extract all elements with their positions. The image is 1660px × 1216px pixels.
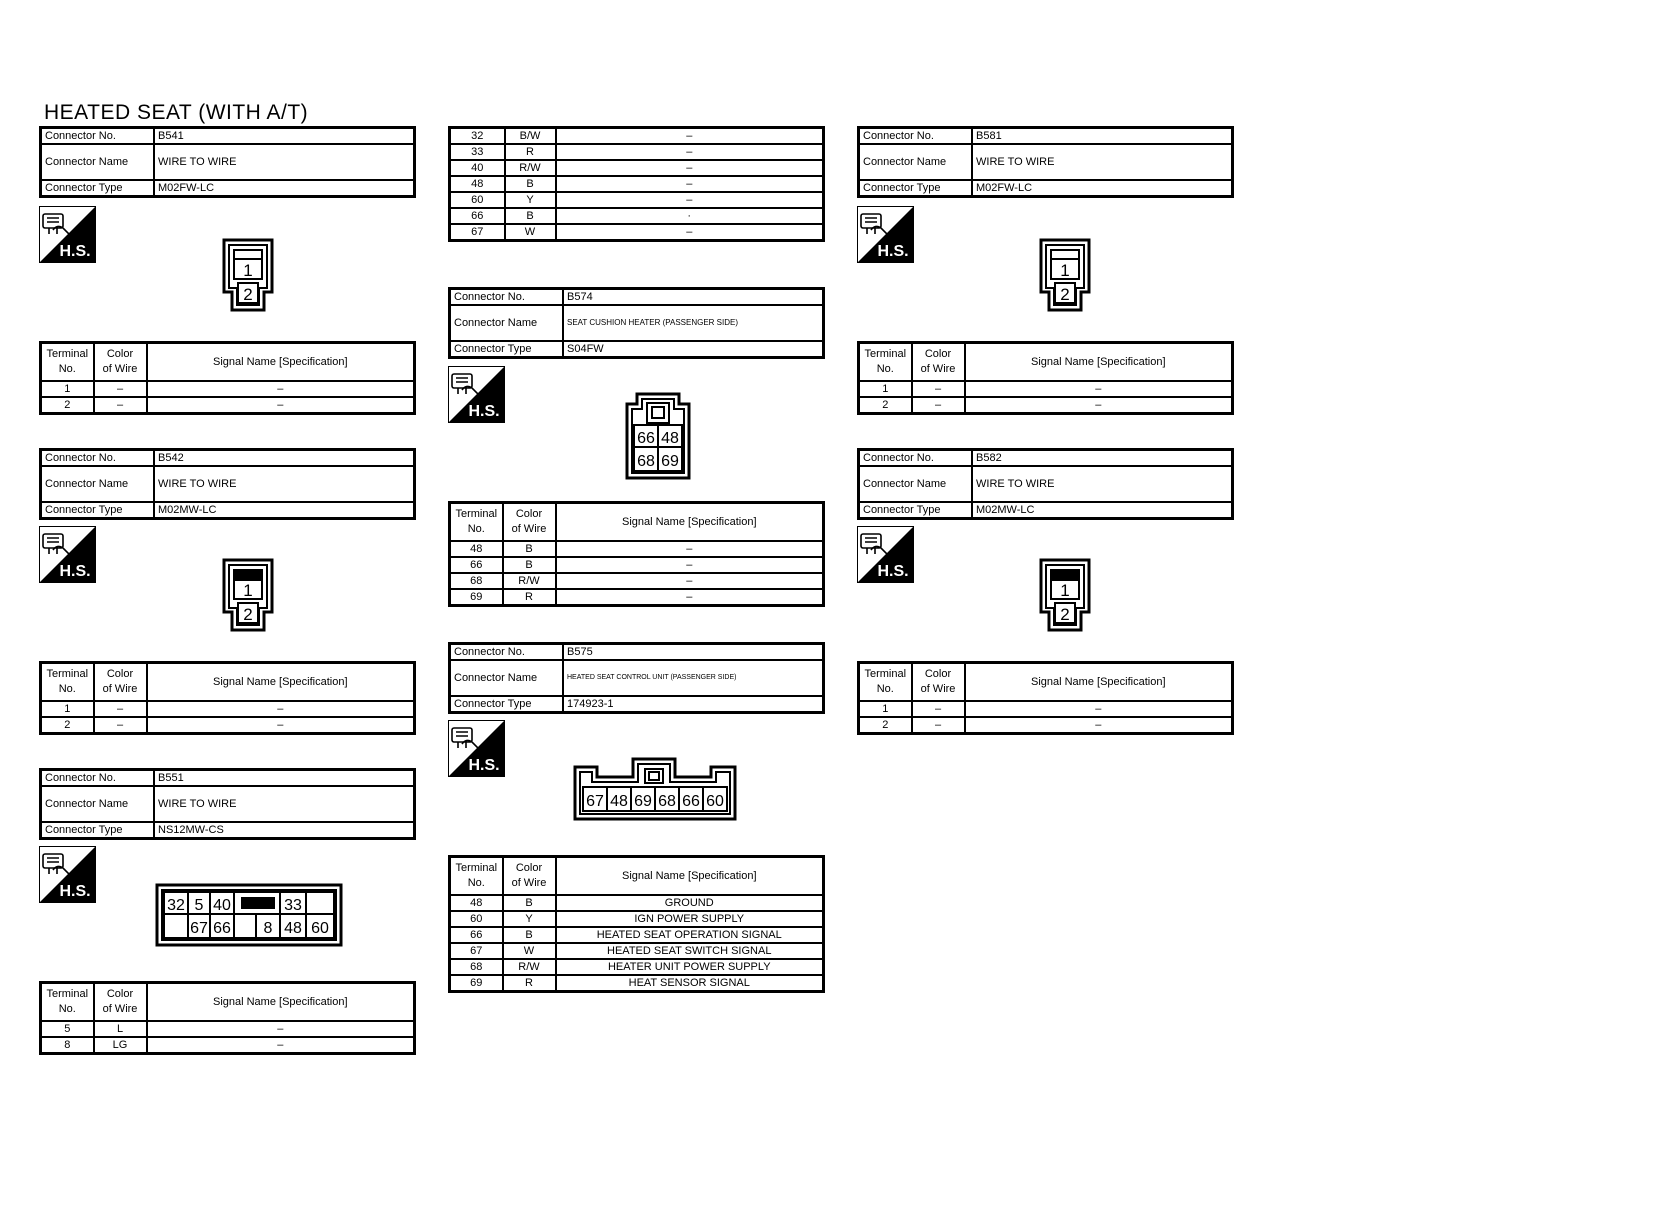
pin-label: 33: [284, 897, 302, 914]
signal-header: Signal Name [Specification]: [147, 663, 415, 702]
table-row: 2 – –: [41, 397, 415, 414]
connector-face-b551: [155, 883, 343, 947]
pin-label: 66: [637, 430, 655, 447]
terminal-table-b574: [448, 501, 825, 607]
terminal-header: No.: [876, 363, 894, 375]
pin-label: 60: [706, 793, 724, 810]
connector-info-b542: [39, 448, 416, 520]
table-row: 66 B –: [450, 557, 824, 573]
pin-label: 2: [243, 605, 253, 624]
connector-type-label: Connector Type: [41, 180, 155, 197]
table-row: 48 B –: [450, 176, 824, 192]
connector-no-value: B582: [972, 450, 1233, 467]
pin-label: 1: [1060, 581, 1070, 600]
pin-label: 67: [190, 920, 208, 937]
pin-label: 60: [311, 920, 329, 937]
connector-no-label: Connector No.: [859, 450, 973, 467]
color-header: of Wire: [102, 1003, 138, 1015]
terminal-header: No.: [467, 877, 485, 889]
terminal-table-b575: [448, 855, 825, 993]
connector-name-label: Connector Name: [41, 786, 155, 822]
page-title: HEATED SEAT (WITH A/T): [44, 101, 309, 124]
table-row: 32 B/W –: [450, 128, 824, 145]
connector-face-b581: [1039, 238, 1091, 312]
connector-name-label: Connector Name: [859, 144, 973, 180]
color-header: of Wire: [511, 523, 547, 535]
table-row: 66 B ·: [450, 208, 824, 224]
connector-type-label: Connector Type: [41, 822, 155, 839]
pin-label: 1: [243, 581, 253, 600]
terminal-header: No.: [58, 363, 76, 375]
connector-no-label: Connector No.: [859, 128, 973, 145]
signal-header: Signal Name [Specification]: [556, 503, 824, 542]
connector-type-value: M02FW-LC: [972, 180, 1233, 197]
hs-harness-side-icon: [857, 526, 914, 583]
color-header: of Wire: [920, 363, 956, 375]
pin-label: 48: [610, 793, 628, 810]
table-row: 60 Y IGN POWER SUPPLY: [450, 911, 824, 927]
table-row: 2 – –: [859, 717, 1233, 734]
table-row: 67 W –: [450, 224, 824, 241]
pin-label: 48: [284, 920, 302, 937]
pin-label: 1: [1060, 261, 1070, 280]
table-row: 2 – –: [859, 397, 1233, 414]
table-row: 68 R/W HEATER UNIT POWER SUPPLY: [450, 959, 824, 975]
connector-info-b551: [39, 768, 416, 840]
pin-label: 66: [682, 793, 700, 810]
connector-name-label: Connector Name: [859, 466, 973, 502]
pin-label: 5: [194, 897, 204, 914]
table-row: 69 R –: [450, 589, 824, 606]
connector-type-value: M02MW-LC: [972, 502, 1233, 519]
connector-info-b541: [39, 126, 416, 198]
pin-label: 66: [213, 920, 231, 937]
signal-header: Signal Name [Specification]: [147, 983, 415, 1022]
connector-info-b581: [857, 126, 1234, 198]
connector-name-value: WIRE TO WIRE: [154, 144, 415, 180]
connector-info-b582: [857, 448, 1234, 520]
connector-no-label: Connector No.: [41, 770, 155, 787]
terminal-table-b551: [39, 981, 416, 1055]
pin-label: 1: [243, 261, 253, 280]
hs-harness-side-icon: [857, 206, 914, 263]
table-row: 1 – –: [41, 381, 415, 397]
pin-label: 40: [213, 897, 231, 914]
table-row: 69 R HEAT SENSOR SIGNAL: [450, 975, 824, 992]
connector-name-label: Connector Name: [41, 466, 155, 502]
pin-label: 69: [634, 793, 652, 810]
terminal-header: No.: [58, 1003, 76, 1015]
connector-type-label: Connector Type: [450, 696, 564, 713]
color-header: Color: [515, 862, 543, 874]
signal-header: Signal Name [Specification]: [556, 857, 824, 896]
terminal-header: Terminal: [46, 988, 89, 1000]
hs-harness-side-icon: [448, 720, 505, 777]
connector-name-label: Connector Name: [450, 305, 564, 341]
pin-label: 2: [1060, 285, 1070, 304]
connector-info-b575: [448, 642, 825, 714]
table-row: 60 Y –: [450, 192, 824, 208]
connector-name-value: WIRE TO WIRE: [154, 466, 415, 502]
pin-label: 2: [1060, 605, 1070, 624]
connector-no-label: Connector No.: [41, 450, 155, 467]
pin-label: 2: [243, 285, 253, 304]
connector-no-label: Connector No.: [450, 644, 564, 661]
connector-type-label: Connector Type: [41, 502, 155, 519]
table-row: 66 B HEATED SEAT OPERATION SIGNAL: [450, 927, 824, 943]
terminal-table-b541: [39, 341, 416, 415]
connector-type-value: S04FW: [563, 341, 824, 358]
pin-label: 69: [661, 453, 679, 470]
connector-no-value: B541: [154, 128, 415, 145]
color-header: of Wire: [102, 683, 138, 695]
hs-harness-side-icon: [39, 846, 96, 903]
connector-name-value: WIRE TO WIRE: [972, 466, 1233, 502]
connector-no-label: Connector No.: [41, 128, 155, 145]
color-header: of Wire: [102, 363, 138, 375]
pin-label: 32: [167, 897, 185, 914]
terminal-table-b542: [39, 661, 416, 735]
terminal-header: Terminal: [864, 348, 907, 360]
connector-no-value: B551: [154, 770, 415, 787]
connector-no-value: B574: [563, 289, 824, 306]
table-row: 40 R/W –: [450, 160, 824, 176]
table-row: 67 W HEATED SEAT SWITCH SIGNAL: [450, 943, 824, 959]
connector-no-value: B581: [972, 128, 1233, 145]
connector-type-label: Connector Type: [450, 341, 564, 358]
terminal-header: Terminal: [455, 508, 498, 520]
color-header: Color: [106, 988, 134, 1000]
b551-continuation-table: [448, 126, 825, 242]
connector-type-label: Connector Type: [859, 502, 973, 519]
table-row: 48 B GROUND: [450, 895, 824, 911]
connector-type-value: M02MW-LC: [154, 502, 415, 519]
signal-header: Signal Name [Specification]: [965, 343, 1233, 382]
connector-name-label: Connector Name: [450, 660, 564, 696]
pin-label: 8: [263, 920, 273, 937]
connector-no-label: Connector No.: [450, 289, 564, 306]
color-header: Color: [106, 668, 134, 680]
hs-harness-side-icon: [39, 526, 96, 583]
color-header: Color: [924, 668, 952, 680]
color-header: Color: [106, 348, 134, 360]
table-row: 48 B –: [450, 541, 824, 557]
pin-label: 48: [661, 430, 679, 447]
table-row: 1 – –: [859, 701, 1233, 717]
connector-type-value: NS12MW-CS: [154, 822, 415, 839]
connector-face-b574: [625, 392, 691, 480]
connector-name-value: WIRE TO WIRE: [972, 144, 1233, 180]
connector-face-b582: [1039, 558, 1091, 632]
color-header: of Wire: [511, 877, 547, 889]
table-row: 8 LG –: [41, 1037, 415, 1054]
connector-face-b541: [222, 238, 274, 312]
connector-face-b575: [573, 757, 737, 821]
connector-name-value: SEAT CUSHION HEATER (PASSENGER SIDE): [563, 305, 824, 341]
color-header: Color: [924, 348, 952, 360]
hs-harness-side-icon: [39, 206, 96, 263]
terminal-header: No.: [467, 523, 485, 535]
pin-label: 68: [637, 453, 655, 470]
connector-no-value: B575: [563, 644, 824, 661]
color-header: of Wire: [920, 683, 956, 695]
connector-name-value: HEATED SEAT CONTROL UNIT (PASSENGER SIDE): [563, 660, 824, 696]
terminal-header: Terminal: [46, 668, 89, 680]
color-header: Color: [515, 508, 543, 520]
terminal-table-b582: [857, 661, 1234, 735]
terminal-header: No.: [876, 683, 894, 695]
connector-name-value: WIRE TO WIRE: [154, 786, 415, 822]
connector-no-value: B542: [154, 450, 415, 467]
terminal-header: Terminal: [455, 862, 498, 874]
table-row: 68 R/W –: [450, 573, 824, 589]
pin-label: 68: [658, 793, 676, 810]
signal-header: Signal Name [Specification]: [965, 663, 1233, 702]
connector-info-b574: [448, 287, 825, 359]
connector-face-b542: [222, 558, 274, 632]
table-row: 33 R –: [450, 144, 824, 160]
connector-name-label: Connector Name: [41, 144, 155, 180]
table-row: 1 – –: [41, 701, 415, 717]
table-row: 2 – –: [41, 717, 415, 734]
terminal-table-b581: [857, 341, 1234, 415]
table-row: 5 L –: [41, 1021, 415, 1037]
connector-type-label: Connector Type: [859, 180, 973, 197]
terminal-header: Terminal: [864, 668, 907, 680]
terminal-header: No.: [58, 683, 76, 695]
signal-header: Signal Name [Specification]: [147, 343, 415, 382]
connector-type-value: 174923-1: [563, 696, 824, 713]
hs-harness-side-icon: [448, 366, 505, 423]
pin-label: 67: [586, 793, 604, 810]
table-row: 1 – –: [859, 381, 1233, 397]
connector-type-value: M02FW-LC: [154, 180, 415, 197]
terminal-header: Terminal: [46, 348, 89, 360]
